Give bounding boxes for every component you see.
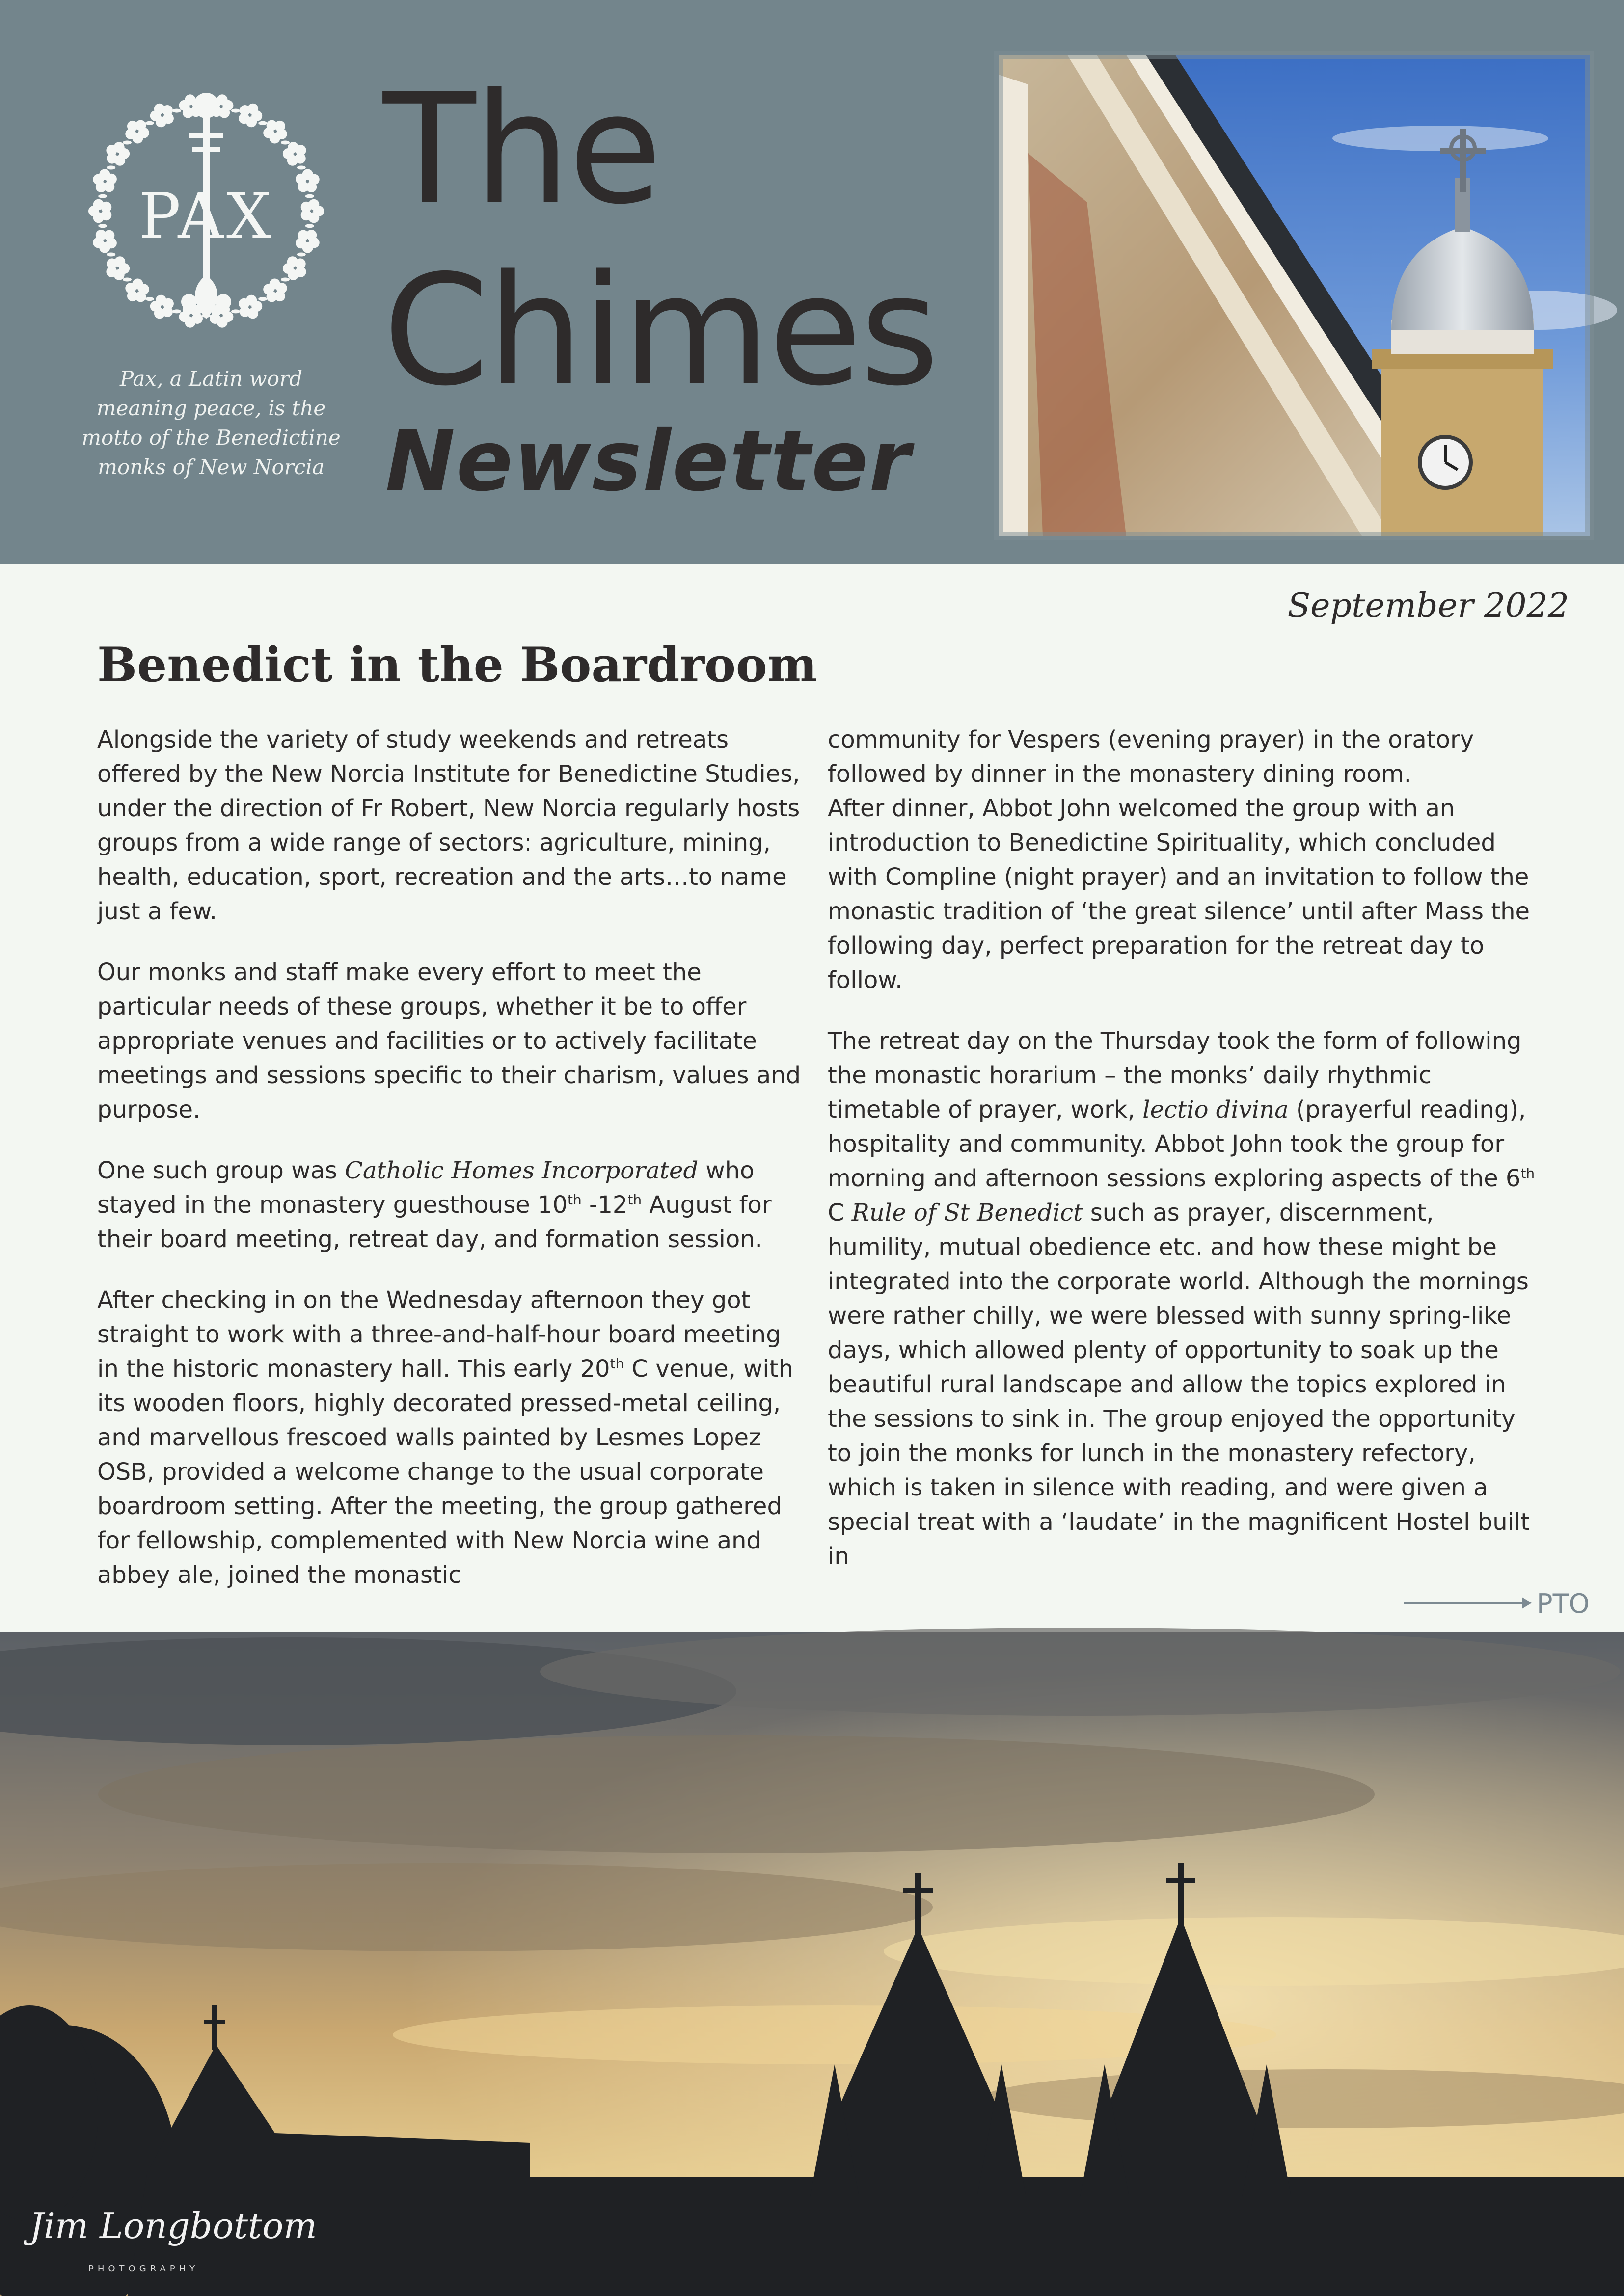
credit-signature: Jim Longbottom [29, 2205, 317, 2246]
article-paragraph-2: Our monks and staff make every effort to meet the particular needs of these groups, whether it be to offer appropriate venues and facilities or to actively facilitate meetings and sessions specific to their charism, values and purpose. [97, 959, 801, 1123]
article-paragraph-5b: After dinner, Abbot John welcomed the group with an introduction to Benedictine Spirituality, which concluded with Compline (night prayer) and an invitation to follow the monastic tradition of ‘the great silence’ until after Mass the following day, perfect preparation for the retreat day to follow. [828, 795, 1530, 994]
bell-tower-photo [999, 55, 1590, 536]
masthead-title-newsletter: Newsletter [385, 413, 912, 510]
article-column-right [828, 722, 1540, 1574]
pax-logo-text: PAX [138, 180, 274, 253]
article-paragraph-4: After checking in on the Wednesday afternoon they got straight to work with a three-and-half-hour board meeting in the historic monastery hall. This early 20th C venue, with its wooden floors, highly decorated pressed-metal ceiling, and marvellous frescoed walls painted by Lesmes Lopez OSB, provided a welcome change to the usual corporate boardroom setting. After the meeting, the group gathered for fellowship, complemented with New Norcia wine and abbey ale, joined the monastic [97, 1286, 793, 1589]
article-paragraph-1: Alongside the variety of study weekends and retreats offered by the New Norcia Institute for Benedictine Studies, under the direction of Fr Robert, New Norcia regularly hosts groups from a wide range of sectors: agriculture, mining, health, education, sport, recreation and the arts…to name just a few. [97, 726, 800, 925]
article-title: Benedict in the Boardroom [97, 637, 817, 693]
article-paragraph-5a: community for Vespers (evening prayer) in the oratory followed by dinner in the monastery dining room. [828, 726, 1474, 788]
article-column-left [97, 722, 809, 1592]
arrow-right-icon [1404, 1593, 1532, 1613]
masthead [0, 0, 1624, 564]
pto-indicator [1404, 1589, 1591, 1619]
pto-label: PTO [1537, 1588, 1590, 1619]
credit-subtitle: PHOTOGRAPHY [88, 2264, 199, 2274]
rule-of-st-benedict-emphasis: Rule of St Benedict [851, 1199, 1083, 1227]
pax-caption: Pax, a Latin word meaning peace, is the motto of the Benedictine monks of New Norcia [81, 367, 341, 479]
photographer-credit [20, 2179, 317, 2287]
issue-date: September 2022 [1287, 587, 1569, 625]
pax-wreath-logo [64, 79, 349, 353]
article-paragraph-3: One such group was Catholic Homes Incorporated who stayed in the monastery guesthouse 10th -12th August for their board meeting, retreat day, and formation session. [97, 1157, 772, 1253]
masthead-title-chimes: Chimes [383, 242, 938, 420]
lectio-divina-emphasis: lectio divina [1142, 1096, 1289, 1123]
masthead-title-the: The [383, 61, 660, 238]
org-name-emphasis: Catholic Homes Incorporated [345, 1157, 699, 1184]
article-paragraph-6: The retreat day on the Thursday took the form of following the monastic horarium – the monks’ daily rhythmic timetable of prayer, work, lectio divina (prayerful reading), hospitality and community. Abbot John took the group for morning and afternoon sessions exploring aspects of the 6th C Rule of St Benedict such as prayer, discernment, humility, mutual obedience etc. and how these might be integrated into the corporate world. Although the mornings were rather chilly, we were blessed with sunny spring-like days, which allowed plenty of opportunity to soak up the beautiful rural landscape and allow the topics explored in the sessions to sink in. The group enjoyed the opportunity to join the monks for lunch in the monastery refectory, which is taken in silence with reading, and were given a special treat with a ‘laudate’ in the magnificent Hostel built in [828, 1027, 1535, 1570]
